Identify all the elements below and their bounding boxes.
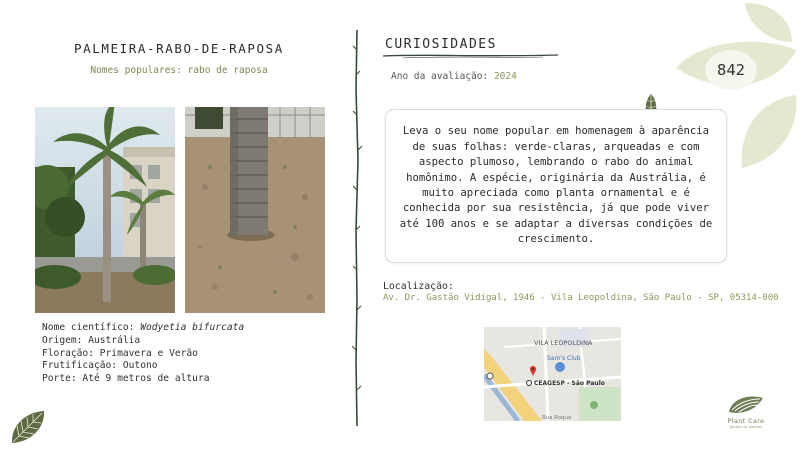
evaluation-year-value: 2024 — [493, 71, 517, 82]
origin: Origem: Austrália — [42, 334, 141, 346]
popular-names: Nomes populares: rabo de raposa — [90, 65, 268, 76]
location-map[interactable] — [484, 327, 621, 421]
brand-tagline: jardins de plantas — [729, 425, 763, 429]
plant-title: PALMEIRA-RABO-DE-RAPOSA — [74, 41, 284, 56]
plant-facts — [42, 322, 244, 386]
brand-name: Plant Care — [727, 418, 765, 425]
location-address: Av. Dr. Gastão Vidigal, 1946 - Vila Leopoldina, São Paulo - SP, 05314-000 — [383, 293, 779, 303]
brand-leaf-icon — [726, 392, 766, 416]
scientific-name-value: Wodyetia bifurcata — [140, 322, 245, 333]
size: Porte: Até 9 metros de altura — [42, 373, 210, 385]
record-number: 842 — [705, 50, 757, 90]
map-district-label: VILA LEOPOLDINA — [534, 339, 593, 347]
map-poi-club: Sam's Club — [547, 355, 581, 362]
map-street-label: Rua Roque — [542, 415, 572, 421]
map-poi-main: CEAGESP - São Paulo — [534, 380, 605, 387]
evaluation-year: Ano da avaliação: 2024 — [391, 71, 517, 82]
trunk-photo — [185, 107, 325, 313]
location-label: Localização: — [383, 281, 454, 292]
palm-tree-photo — [35, 107, 175, 313]
section-divider — [351, 30, 363, 426]
flowering: Floração: Primavera e Verão — [42, 347, 198, 359]
title-underline — [383, 52, 558, 60]
leaf-icon — [9, 408, 47, 446]
brand-logo — [718, 392, 774, 429]
fruiting: Frutificação: Outono — [42, 360, 158, 372]
curiosities-title: CURIOSIDADES — [385, 37, 497, 52]
curiosities-text: Leva o seu nome popular em homenagem à aparência de suas folhas: verde-claras, arqueadas e com aspecto plumoso, lembrando o rabo do animal homônimo. A espécie, originária da Austrália, é muito apreciada como planta ornamental e é conhecida por sua resistência, já que pode viver até 100 anos e se adaptar a diversas condições de crescimento. — [399, 125, 713, 246]
scientific-name: Nome científico: Wodyetia bifurcata — [42, 322, 245, 333]
